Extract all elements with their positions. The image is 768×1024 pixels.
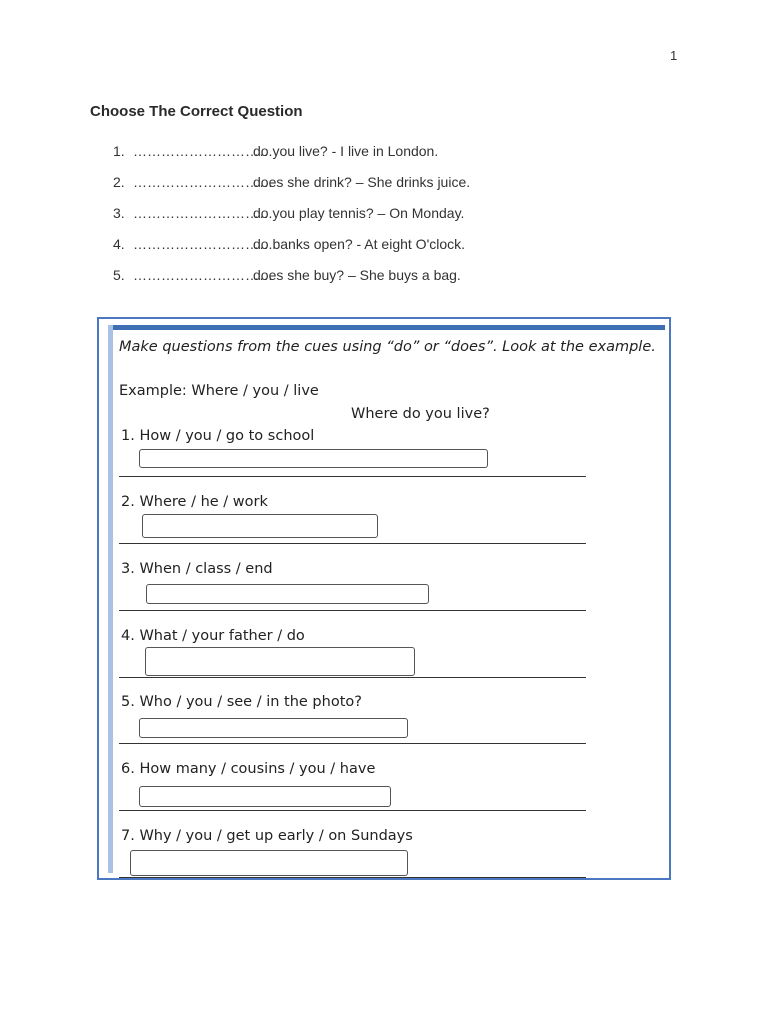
list-item [113, 236, 470, 267]
item-text: do you live? - I live in London. [253, 143, 439, 159]
exercise-cue [121, 494, 268, 510]
cue-text: How many / cousins / you / have [139, 761, 376, 777]
answer-field-4[interactable] [145, 647, 415, 676]
item-text: does she buy? – She buys a bag. [253, 267, 461, 283]
answer-field-6[interactable] [139, 786, 391, 807]
writing-line [119, 743, 586, 744]
cue-number: 6. [121, 761, 135, 777]
item-number: 2. [113, 174, 125, 190]
exercise-cue [121, 694, 362, 710]
answer-field-7[interactable] [130, 850, 408, 876]
writing-line [119, 610, 586, 611]
example-answer: Where do you live? [351, 406, 490, 422]
question-list [113, 143, 470, 298]
list-item [113, 267, 470, 298]
exercise-frame [97, 317, 671, 880]
exercise-cue [121, 428, 314, 444]
answer-field-3[interactable] [146, 584, 429, 604]
item-number: 1. [113, 143, 125, 159]
cue-text: What / your father / do [139, 628, 305, 644]
exercise-area [99, 319, 673, 882]
item-text: does she drink? – She drinks juice. [253, 174, 471, 190]
writing-line [119, 877, 586, 878]
cue-text: Why / you / get up early / on Sundays [139, 828, 413, 844]
answer-field-1[interactable] [139, 449, 488, 468]
writing-line [119, 476, 586, 477]
cue-number: 5. [121, 694, 135, 710]
cue-text: Who / you / see / in the photo? [139, 694, 362, 710]
item-text: do you play tennis? – On Monday. [253, 205, 465, 221]
item-text: do banks open? - At eight O'clock. [253, 236, 466, 252]
cue-number: 2. [121, 494, 135, 510]
cue-number: 1. [121, 428, 135, 444]
writing-line [119, 677, 586, 678]
exercise-cue [121, 761, 375, 777]
cue-text: How / you / go to school [139, 428, 315, 444]
page-number: 1 [670, 48, 678, 63]
writing-line [119, 810, 586, 811]
exercise-instruction: Make questions from the cues using “do” or “does”. Look at the example. [119, 339, 656, 355]
item-number: 3. [113, 205, 125, 221]
exercise-cue [121, 628, 305, 644]
blank-dots: ………………………… [133, 143, 273, 159]
blank-dots: ………………………… [133, 236, 273, 252]
list-item [113, 205, 470, 236]
blank-dots: ………………………… [133, 267, 273, 283]
section-title: Choose The Correct Question [90, 103, 303, 120]
cue-number: 3. [121, 561, 135, 577]
exercise-cue [121, 828, 413, 844]
example-cue: Example: Where / you / live [119, 383, 319, 399]
answer-field-5[interactable] [139, 718, 408, 738]
writing-line [119, 543, 586, 544]
item-number: 4. [113, 236, 125, 252]
cue-number: 4. [121, 628, 135, 644]
list-item [113, 174, 470, 205]
exercise-cue [121, 561, 273, 577]
cue-text: Where / he / work [139, 494, 268, 510]
item-number: 5. [113, 267, 125, 283]
answer-field-2[interactable] [142, 514, 378, 538]
cue-text: When / class / end [139, 561, 273, 577]
list-item [113, 143, 470, 174]
blank-dots: ………………………… [133, 174, 273, 190]
cue-number: 7. [121, 828, 135, 844]
blank-dots: ………………………… [133, 205, 273, 221]
